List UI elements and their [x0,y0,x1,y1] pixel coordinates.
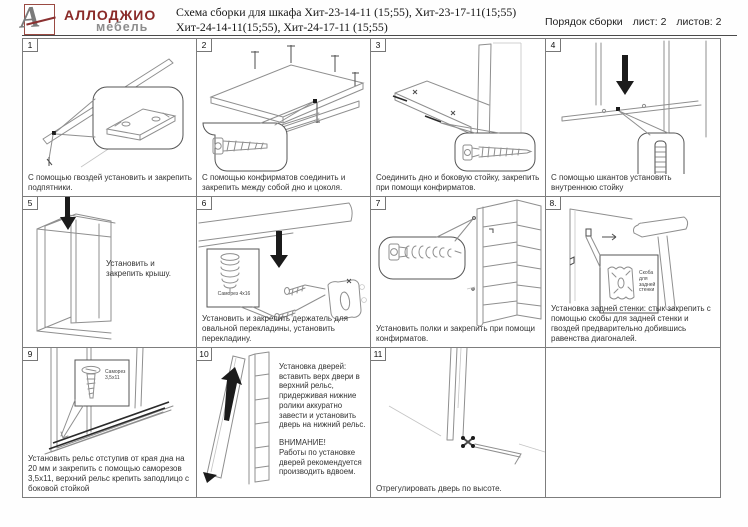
step-panel-10 [197,348,371,498]
step-10-illustration [197,348,277,494]
step-5-caption: Установить и закрепить крышу. [106,259,171,278]
step-10-warning-text: Работы по установке дверей рекомендуется производить вдвоем. [279,447,362,477]
step-panel-11 [371,348,546,498]
step-3-caption: Соединить дно и боковую стойку, закрепить при помощи конфирматов. [376,173,540,192]
steps-grid [22,38,721,498]
step-panel-5 [23,197,197,348]
step-2-illustration [197,39,370,174]
step-number: 9 [23,348,38,361]
step-10-caption [279,362,366,477]
step-number: 7 [371,197,386,210]
step-number: 11 [371,348,386,361]
header-divider [22,35,737,36]
sheets-total: листов: 2 [676,16,722,28]
step-panel-3 [371,39,546,197]
step-panel-6 [197,197,371,348]
step-9-illustration [23,348,197,458]
step-number: 4 [546,39,561,52]
step-4-caption: С помощью шкантов установить внутреннюю стойку [551,173,672,192]
step-10-warning-title: ВНИМАНИЕ! [279,438,326,448]
step-number: 3 [371,39,386,52]
step-6-illustration [197,197,371,321]
title-line-1: Схема сборки для шкафа Хит-23-14-11 (15;55), Хит-23-17-11(15;55) [176,5,517,19]
step-number: 2 [197,39,212,52]
step-11-illustration [371,348,546,466]
sheet-number: лист: 2 [632,16,667,28]
brand-name: АЛЛОДЖИО [64,7,157,23]
step-6-callout-label: Саморез 4х16 [217,291,251,297]
step-panel-2 [197,39,371,197]
step-panel-1 [23,39,197,197]
step-panel-8 [546,197,721,348]
step-panel-4 [546,39,721,197]
order-label: Порядок сборки [545,16,623,28]
step-panel-9 [23,348,197,498]
step-number: 5 [23,197,38,210]
step-number: 10 [197,348,212,361]
step-panel-7 [371,197,546,348]
page-title [176,5,546,34]
step-4-illustration [546,39,721,174]
step-2-caption: С помощью конфирматов соединить и закрепить между собой дно и цоколя. [202,173,346,192]
step-11-caption: Отрегулировать дверь по высоте. [376,484,502,493]
step-6-caption: Установить и закрепить держатель для овальной перекладины, установить перекладину. [202,314,348,343]
empty-panel [546,348,721,498]
step-number: 8. [546,197,561,210]
step-9-callout-label: Саморез 3,5х11 [105,369,126,381]
step-9-caption: Установить рельс отступив от края дна на 20 мм и закрепить с помощью саморезов 3,5х11, верхний рельс крепить заподлицо с боковой стойкой [28,454,190,493]
step-3-illustration [371,39,545,174]
step-8-caption: Установка задней стенки: стык закрепить с помощью скобы для задней стенки и гвоздей предварительно добившись равенства диагоналей. [551,304,711,343]
brand-subtitle: мебель [96,20,149,34]
step-1-caption: С помощью гвоздей установить и закрепить подпятники. [28,173,192,192]
step-1-illustration [23,39,196,171]
step-7-illustration [371,197,545,327]
header [0,0,748,36]
title-line-2: Хит-24-14-11(15;55), Хит-24-17-11 (15;55) [176,19,388,34]
step-8-illustration [546,197,721,315]
logo-letter-icon: А [18,0,42,35]
step-8-callout-label: Скоба для задней стенки [639,270,656,294]
step-10-text: Установка дверей: вставить верх двери в верхний рельс, придерживая нижние ролики аккуратно завести и установить дверь на нижний рельс. [279,362,366,430]
sheet-info [545,16,731,28]
step-7-caption: Установить полки и закрепить при помощи конфирматов. [376,324,535,343]
step-number: 1 [23,39,38,52]
step-number: 6 [197,197,212,210]
